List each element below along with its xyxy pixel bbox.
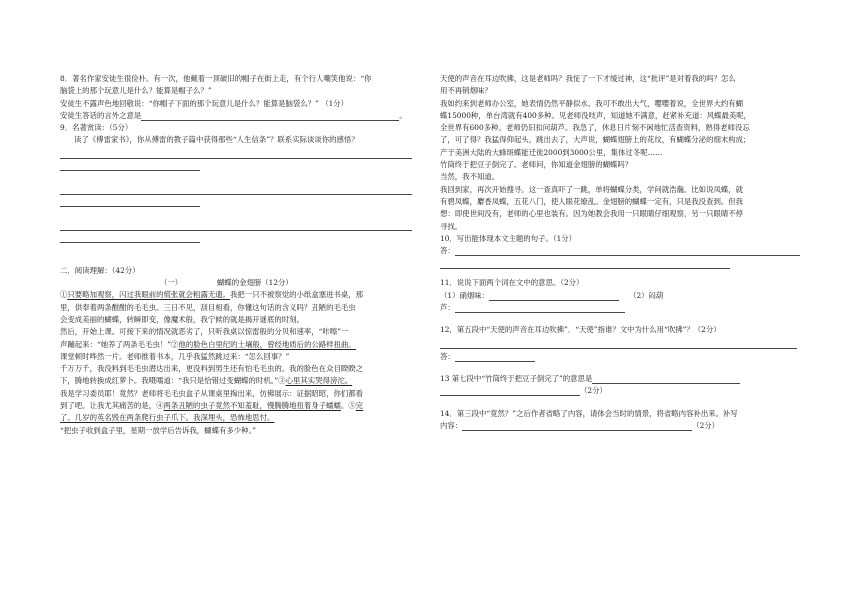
q14-text: 14．第三段中“竟然？”之后作者省略了内容，请体会当时的情景，将省略内容补出来。补写 xyxy=(440,408,738,418)
q14-answer-line xyxy=(440,420,800,432)
passage-line: 然后，开始上课。可接下来的情况就恶劣了，只听我桌以惊雷般的分贝和速率，“咔嚓”一 xyxy=(60,327,349,337)
q9-title: 9．名著赏读：（5分） xyxy=(60,123,133,133)
q8-answer-line: 安徒生答话的言外之意是 。 xyxy=(60,110,407,120)
right-column xyxy=(440,73,800,432)
answer-blank[interactable] xyxy=(60,231,200,243)
answer-blank[interactable] xyxy=(440,257,730,269)
passage-line: 寻找。 xyxy=(440,221,463,231)
passage-line: 全世界有600多种。老师仍旧扣问葫芦。我急了，休息日片刻不闲地忙活查资料，熟得老师没忘 xyxy=(440,123,750,133)
answer-label: 答： xyxy=(440,351,455,361)
passage-line: 了。几岁的英名毁在两条爬行虫子爪下。我深埋头，恐怖地思忖。 xyxy=(60,413,275,423)
passage-line: 课堂顿时哗然一片。老师推着书本，几乎我猛然跳过来：“怎么回事？” xyxy=(60,351,290,361)
passage-line: ①只要略加观察，闪过我眼前的慌张就会粗露无遗。我把一只不被察觉的小纸盒塞进书桌，那 xyxy=(60,290,364,300)
underlined-sentence: 他的脸色白里纪的土壤般，曾经地质后的公路样扭曲。 xyxy=(178,339,356,349)
passage-line: 我如约来到老师办公室，她表情仍然平静似水。我可不敢出大气，嘤嘤着说，全世界大约有蝴 xyxy=(440,98,744,108)
answer-blank[interactable] xyxy=(455,302,625,313)
q14-label: 内容： xyxy=(440,420,463,430)
q11-label-1: （1）硝烟味： xyxy=(440,290,490,300)
q11-answer-line xyxy=(440,302,800,314)
q9-prompt: 读了《傅雷家书》，你从傅雷的教子篇中获得那些“人生信条”？联系实际谈谈你的感悟？ xyxy=(74,135,359,145)
q11-answer-line xyxy=(440,290,800,302)
passage-heading xyxy=(60,277,420,289)
passage-line: 千万万千，我没料到毛毛虫潜达出来，更没料到男生还有怕毛毛虫的。我的脸色在众目睽睽之 xyxy=(60,364,364,374)
answer-blank[interactable] xyxy=(489,290,619,301)
passage-line: 到了吧。让我尤其痛苦的是，④两条丑陋的虫子竟然不知羞耻，慢腾腾地扭着身子蠕蠕。⑤完 xyxy=(60,401,364,411)
passage-number: （一） xyxy=(160,278,183,288)
q13-text: 13 第七段中“竹筒终于把豆子倒完了”的意思是 xyxy=(440,373,800,385)
q13-score: （2分） xyxy=(580,386,607,396)
q8-text: 脑袋上的那个玩意儿是什么？能算是帽子么？” xyxy=(60,86,212,96)
q11-label-2: （2）闷葫 xyxy=(629,290,664,300)
q11-label-3: 芦： xyxy=(440,303,455,313)
passage-line: 下，腾地转换成红萝卜。我嗫嚅道：“我只是恰错过变蝴蝶的时机。”③心里其实哭得滂沱。 xyxy=(60,376,353,386)
answer-blank[interactable] xyxy=(592,373,740,384)
answer-blank[interactable] xyxy=(141,110,399,121)
q12-text: 12．第五段中“天使的声音在耳边吹拂”．“天使”指谁？文中为什么用“吹拂”？（2分） xyxy=(440,325,721,335)
passage-line: 会变成美丽的蝴蝶，转瞬即变，像魔术般，我宁候的就是揭开谜底的时刻。 xyxy=(60,314,304,324)
passage-line: 想：即使世间没有，老师的心里也装有。因为她教会我用一只眼睛仔细观察，另一只眼睛不停 xyxy=(440,209,744,219)
underlined-sentence: 几岁的英名毁在两条爬行虫子爪下。我深埋头，恐怖地思忖。 xyxy=(74,413,275,423)
q8-answer-label: 安徒生答话的言外之意是 xyxy=(60,110,142,120)
section-heading: 二．阅读理解：（42分） xyxy=(60,265,140,275)
underlined-sentence: 只要略加观察，闪过我眼前的慌张就会粗露无遗。 xyxy=(67,290,231,300)
q12-answer-line xyxy=(440,351,800,363)
q10-text: 10．写出能体现本文主题的句子。（1分） xyxy=(440,233,577,243)
passage-title: 蝴蝶的金翅膀（12分） xyxy=(216,278,293,288)
answer-blank[interactable] xyxy=(440,337,797,349)
underlined-sentence: 两条丑陋的虫子竟然不知羞耻，慢腾腾地扭着身子蠕蠕 xyxy=(163,401,341,411)
passage-line: 有碧凤蝶，麝香凤蝶，五花八门，使人眼花缭乱。金翅膀的蝴蝶一定有，只是我没查到。但我 xyxy=(440,196,744,206)
passage-line: 声蹦起来：“她养了两条毛毛虫！”②他的脸色白里纪的土壤般，曾经地质后的公路样扭曲。 xyxy=(60,339,356,349)
passage-line: “把虫子收到盒子里，星期一放学后告诉我，蝴蝶有多少种。” xyxy=(60,425,257,435)
passage-line: 用不再销烟味？ xyxy=(440,86,492,96)
answer-blank[interactable] xyxy=(440,385,580,396)
passage-line: 竹筒终于把豆子倒完了。老师问，你知道金翅膀的蝴蝶吗？ xyxy=(440,160,633,170)
q13-answer-line xyxy=(440,385,800,397)
passage-line: 我回到家，再次开始搜寻。这一查真吓了一跳，单将蝴蝶分类，学问就浩瀚。比如说凤蝶，就 xyxy=(440,184,744,194)
q14-score: （2分） xyxy=(692,420,720,430)
answer-label: 答： xyxy=(440,246,455,256)
answer-blank[interactable] xyxy=(455,351,535,362)
answer-blank[interactable] xyxy=(455,245,800,256)
passage-line: 产于美洲大陆的大蜂斑蝶能迁徙2000到3000公里，集体过冬呢…… xyxy=(440,147,663,157)
answer-blank[interactable] xyxy=(60,147,412,159)
answer-blank[interactable] xyxy=(462,420,692,431)
passage-line: 当然，我不知道。 xyxy=(440,172,500,182)
answer-blank[interactable] xyxy=(60,183,412,195)
answer-blank[interactable] xyxy=(60,219,412,231)
left-column xyxy=(60,73,420,437)
passage-line: 我是学习委员耶！竟然？老师将毛毛虫盒子从课桌里掏出来，仿佛展示：证据昭昭，你们都看 xyxy=(60,388,364,398)
answer-blank[interactable] xyxy=(60,159,200,171)
q8-text: 8．著名作家安徒生很俭朴。有一次，他戴着一顶破旧的帽子在街上走，有个行人嘲笑他说：“你 xyxy=(60,74,372,83)
q10-answer-line xyxy=(440,245,800,257)
q11-text: 11．说说下面两个词在文中的意思。（2分） xyxy=(440,278,584,288)
passage-line: 了，可了得？我猛得仰起头，跳出去了，大声说，蝴蝶翅膀上的花纹，有蝴蝶分泌的细末构成； xyxy=(440,135,751,145)
passage-line: 蝶15000种，单台湾就有400多种。见老师没吱声，知道她不满意，赶紧补充道：风蝶最美呢， xyxy=(440,110,752,120)
passage-line: 里，供奉着两条酣酣的毛毛虫。三日不见，刮目相看，你懂这句话的含义吗？丑陋的毛毛虫 xyxy=(60,302,356,312)
underlined-sentence: 心里其实哭得滂沱。 xyxy=(285,376,353,386)
answer-blank[interactable] xyxy=(60,195,200,207)
q8-text: 安徒生不露声色地回敬说：“你帽子下面的那个玩意儿是什么？能算是脑袋么？” （1分） xyxy=(60,98,349,108)
passage-line: 天使的声音在耳边吹拂，这是老师吗？我怔了一下才缓过神，这“批评”是对着我的吗？怎么 xyxy=(440,74,736,83)
